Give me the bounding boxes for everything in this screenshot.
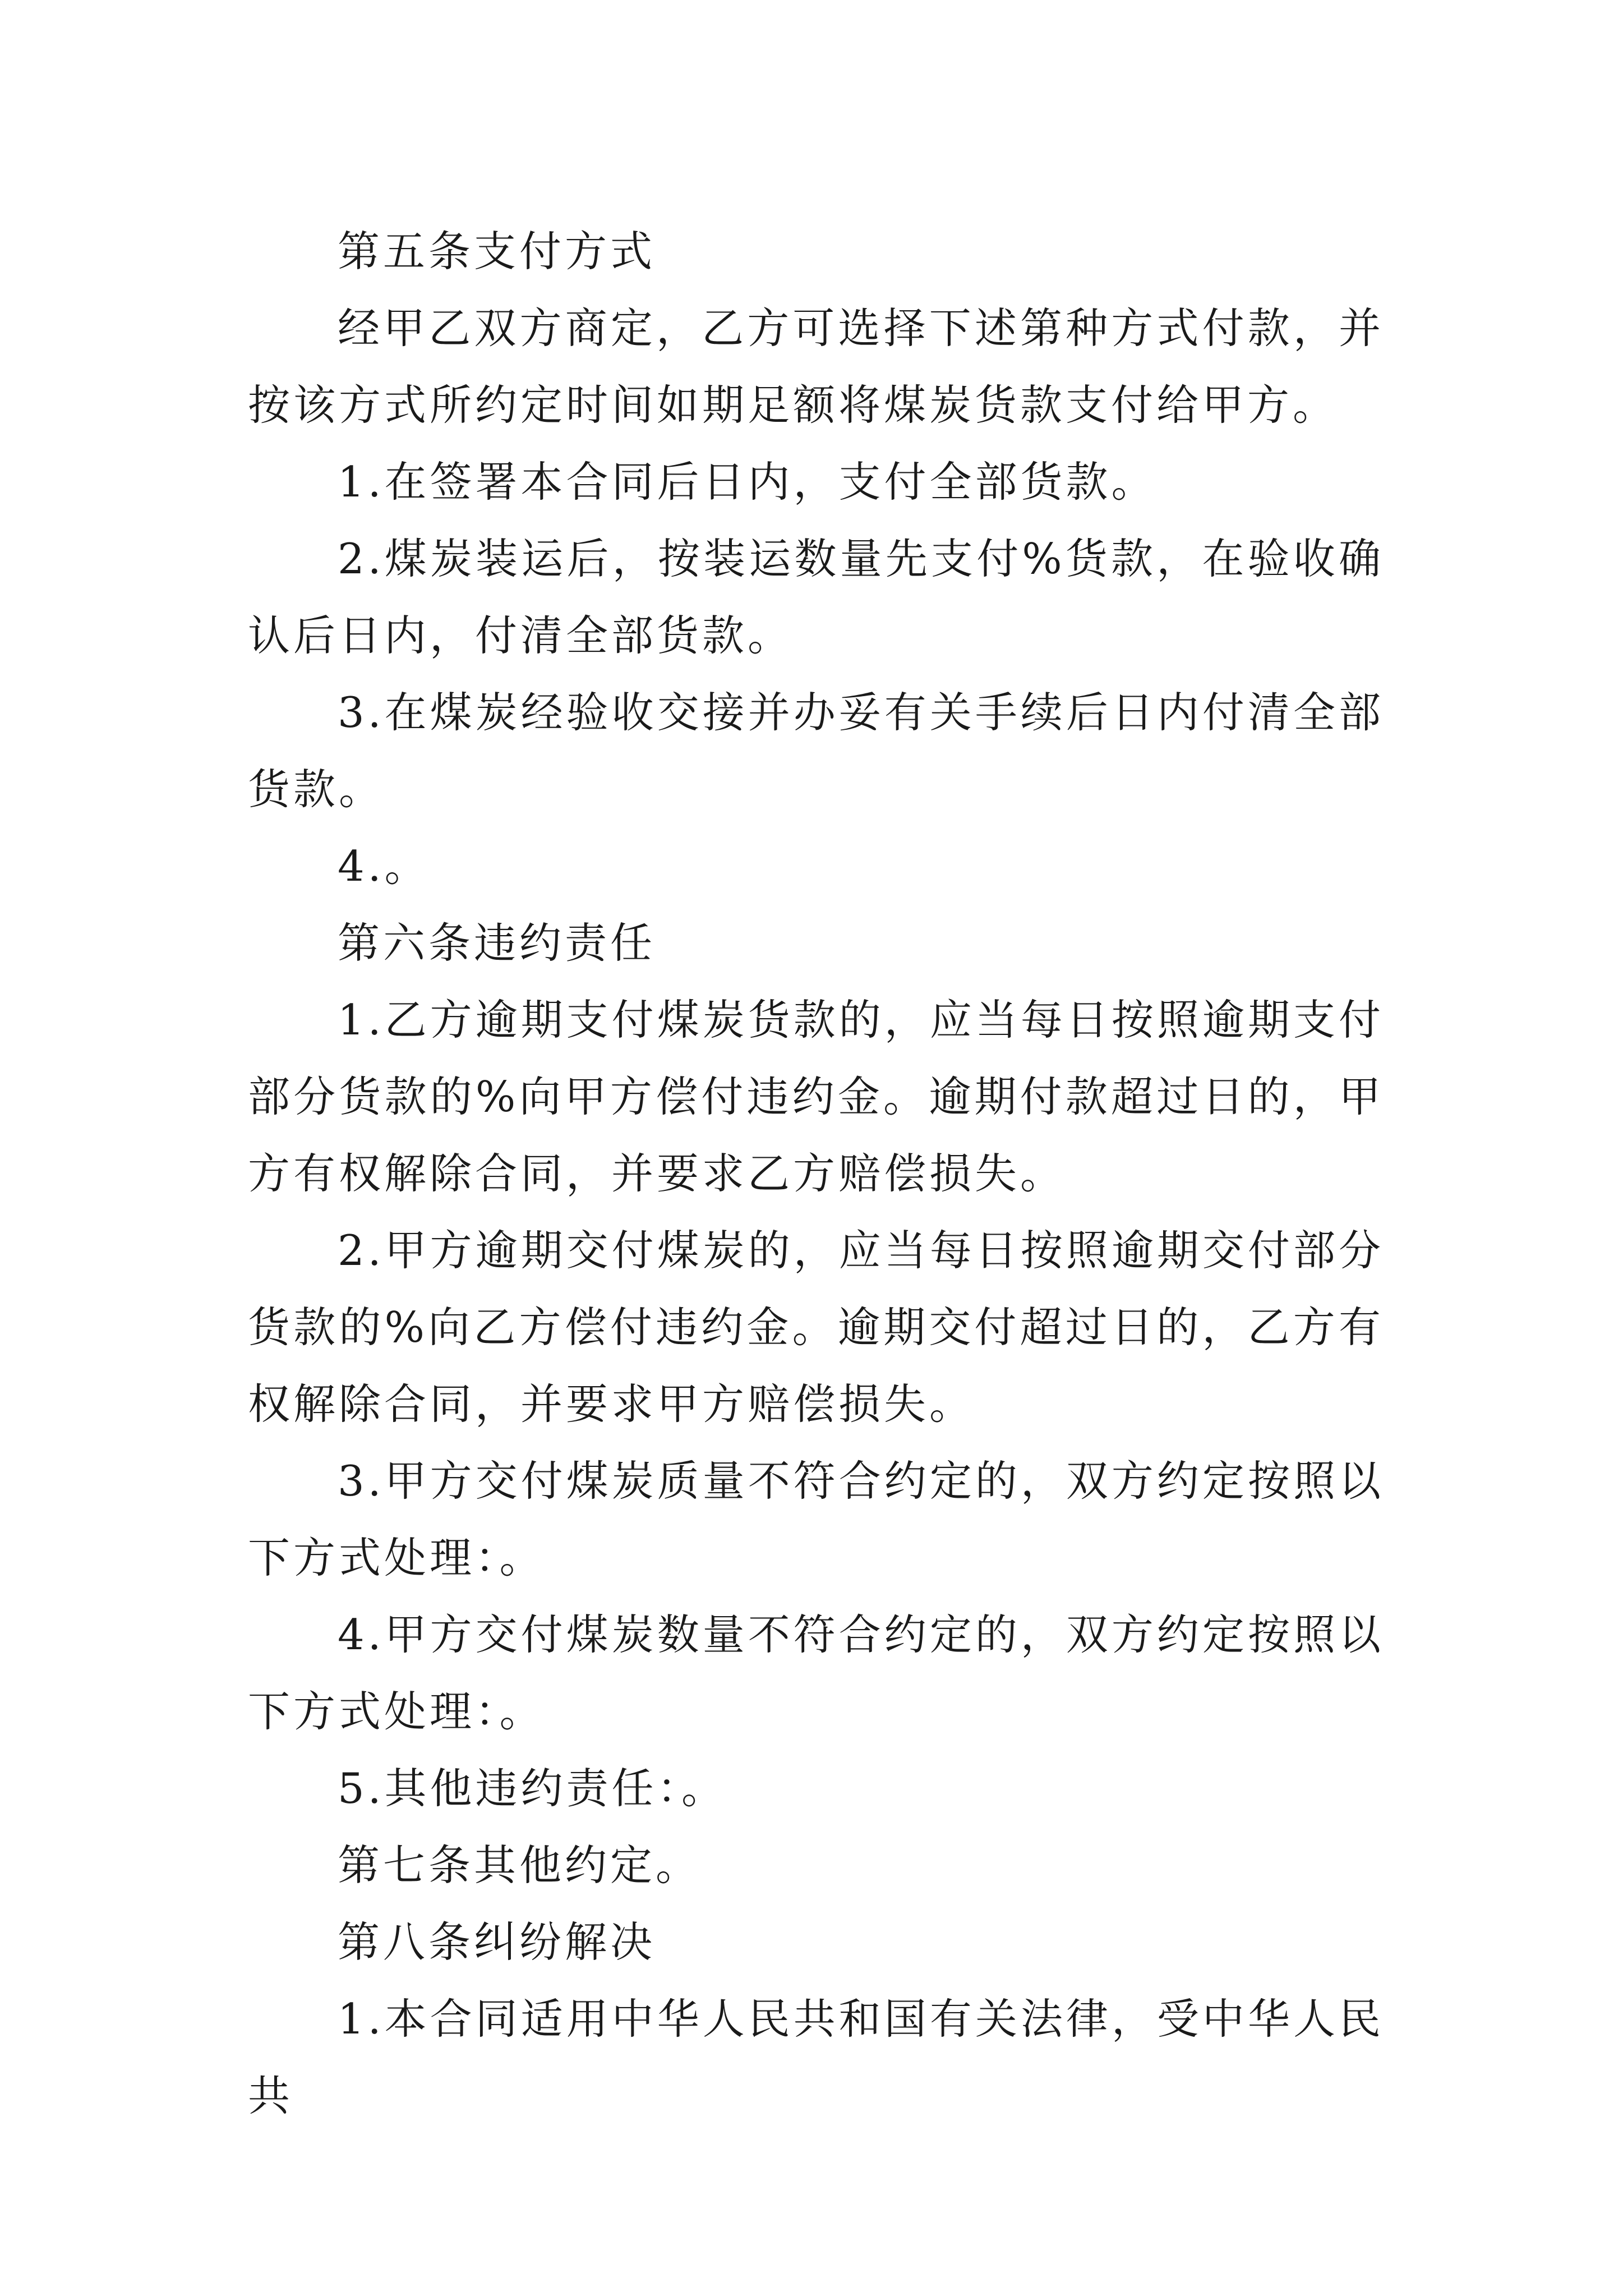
section-heading-article-8: 第八条纠纷解决 [338,1917,656,1967]
liability-clause-3: 3.甲方交付煤炭质量不符合约定的，双方约定按照以下方式处理：。 [248,1456,1384,1582]
section-heading-article-5: 第五条支付方式 [338,227,656,276]
section-heading-article-6: 第六条违约责任 [338,918,656,968]
liability-clause-2: 2.甲方逾期交付煤炭的，应当每日按照逾期交付部分货款的%向乙方偿付违约金。逾期交付超过日的，乙方有权解除合同，并要求甲方赔偿损失。 [248,1226,1384,1429]
payment-option-1: 1.在签署本合同后日内，支付全部货款。 [338,457,1157,507]
liability-clause-1: 1.乙方逾期支付煤炭货款的，应当每日按照逾期支付部分货款的%向甲方偿付违约金。逾期付款超过日的，甲方有权解除合同，并要求乙方赔偿损失。 [248,995,1384,1198]
payment-method-intro: 经甲乙双方商定，乙方可选择下述第种方式付款，并按该方式所约定时间如期足额将煤炭货款支付给甲方。 [248,303,1384,430]
payment-option-4: 4.。 [338,841,430,891]
document-body [248,213,1384,2134]
payment-option-2: 2.煤炭装运后，按装运数量先支付%货款，在验收确认后日内，付清全部货款。 [248,534,1384,660]
payment-option-3: 3.在煤炭经验收交接并办妥有关手续后日内付清全部货款。 [248,688,1384,814]
liability-clause-4: 4.甲方交付煤炭数量不符合约定的，双方约定按照以下方式处理：。 [248,1610,1384,1736]
dispute-clause-1: 1.本合同适用中华人民共和国有关法律，受中华人民共 [248,1994,1384,2120]
section-heading-article-7: 第七条其他约定。 [338,1841,702,1890]
liability-clause-5: 5.其他违约责任：。 [338,1764,727,1813]
